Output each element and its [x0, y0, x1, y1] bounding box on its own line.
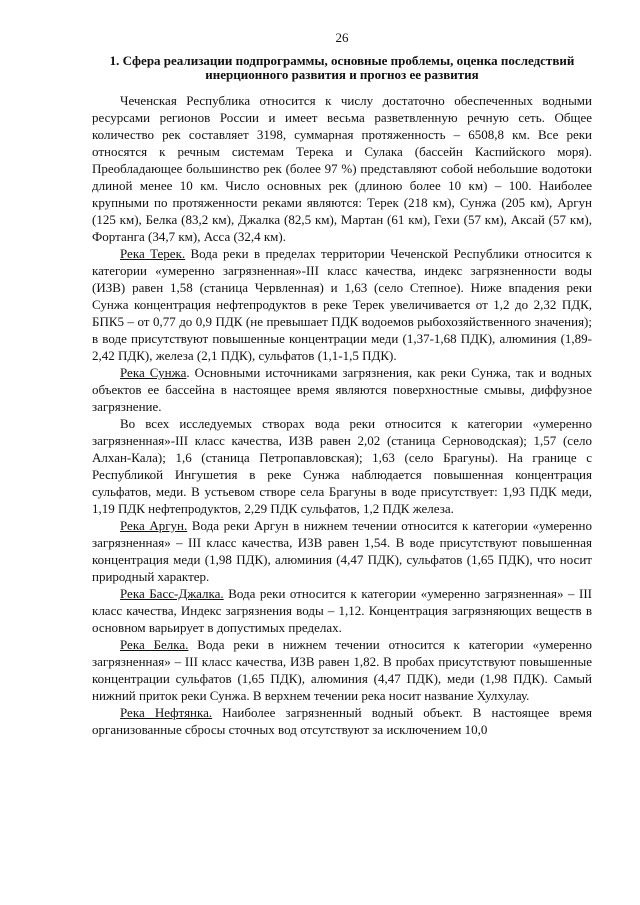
paragraph-bass-dzhalka: [92, 585, 592, 636]
river-heading-sunzha: Река Сунжа: [120, 365, 187, 380]
paragraph-neftyanka: [92, 704, 592, 738]
paragraph-terek: [92, 245, 592, 364]
paragraph-text: Чеченская Республика относится к числу достаточно обеспеченных водными ресурсами регионов России и имеет весьма разветвленную речную сеть. Общее количество рек составляет 3198, суммарная протяженность – 6508,8 км. Все реки относятся к речным системам Терека и Сулака (бассейн Каспийского моря). Преобладающее большинство рек (более 97 %) представляют собой небольшие водотоки длиной менее 10 км. Число основных рек (длиною более 10 км) – 100. Наиболее крупными по протяженности реками являются: Терек (218 км), Сунжа (205 км), Аргун (125 км), Белка (83,2 км), Джалка (82,5 км), Мартан (61 км), Гехи (57 км), Аксай (57 км), Фортанга (34,7 км), Асса (32,4 км).: [92, 93, 592, 244]
paragraph-text: Наиболее загрязненный водный объект. В настоящее время организованные сбросы сточных вод отсутствуют за исключением 10,0: [92, 705, 593, 737]
paragraph-belka: [92, 636, 592, 704]
river-heading-terek: Река Терек.: [120, 246, 186, 261]
page-number: 26: [335, 30, 349, 45]
paragraph-argun: [92, 517, 592, 585]
river-heading-belka: Река Белка.: [120, 637, 189, 652]
paragraph-text: . Основными источниками загрязнения, как реки Сунжа, так и водных объектов ее бассейна в настоящее время являются поверхностные смывы, диффузное загрязнение.: [92, 365, 592, 414]
paragraph-text: Вода реки в пределах территории Чеченской Республики относится к категории «умеренно загрязненная»-III класс качества, индекс загрязненности воды (ИЗВ) равен 1,58 (станица Червленная) и 1,63 (село Степное). Ниже впадения реки Сунжа концентрация нефтепродуктов в реке Терек увеличивается от 1,2 до 2,32 ПДК, БПК5 – от 0,77 до 0,9 ПДК (не превышает ПДК водоемов рыбохозяйственного значения); в воде присутствуют повышенные концентрации меди (1,37-1,68 ПДК), алюминия (1,89-2,42 ПДК), железа (2,1 ПДК), сульфатов (1,1-1,5 ПДК).: [92, 246, 592, 363]
paragraph-sunzha: [92, 364, 592, 415]
section-title: 1. Сфера реализации подпрограммы, основные проблемы, оценка последствий инерционного развития и прогноз ее развития: [109, 53, 575, 82]
paragraph-intro: [92, 92, 592, 245]
river-heading-neftyanka: Река Нефтянка.: [120, 705, 213, 720]
river-heading-bass-dzhalka: Река Басс-Джалка.: [120, 586, 224, 601]
paragraph-text: Во всех исследуемых створах вода реки относится к категории «умеренно загрязненная»-III класс качества, ИЗВ равен 2,02 (станица Серноводская); 1,57 (село Алхан-Кала); 1,6 (станица Петропавловская); 1,63 (село Брагуны). На границе с Республикой Ингушетия в реке Сунжа наблюдается повышенная концентрация сульфатов, меди. В устьевом створе села Брагуны в воде присутствует: 1,93 ПДК меди, 1,19 ПДК нефтепродуктов, 2,29 ПДК сульфатов, 1,2 ПДК железа.: [92, 416, 592, 516]
paragraph-text: Вода реки относится к категории «умеренно загрязненная» – III класс качества, Индекс загрязнения воды – 1,12. Концентрация загрязняющих веществ в основном варьирует в допустимых пределах.: [92, 586, 592, 635]
river-heading-argun: Река Аргун.: [120, 518, 188, 533]
paragraph-text: Вода реки в нижнем течении относится к категории «умеренно загрязненная» – III класс качества, ИЗВ равен 1,82. В пробах присутствуют повышенные концентрации сульфатов (1,65 ПДК), алюминия (4,47 ПДК), меди (1,98 ПДК). Самый нижний приток реки Сунжа. В верхнем течении река носит название Хулхулау.: [92, 637, 592, 703]
paragraph-text: Вода реки Аргун в нижнем течении относится к категории «умеренно загрязненная» – III класс качества, ИЗВ равен 1,54. В воде присутствуют повышенная концентрация меди (1,98 ПДК), алюминия (4,47 ПДК), сульфатов (1,65 ПДК), что носит природный характер.: [92, 518, 592, 584]
paragraph-sunzha-details: [92, 415, 592, 517]
